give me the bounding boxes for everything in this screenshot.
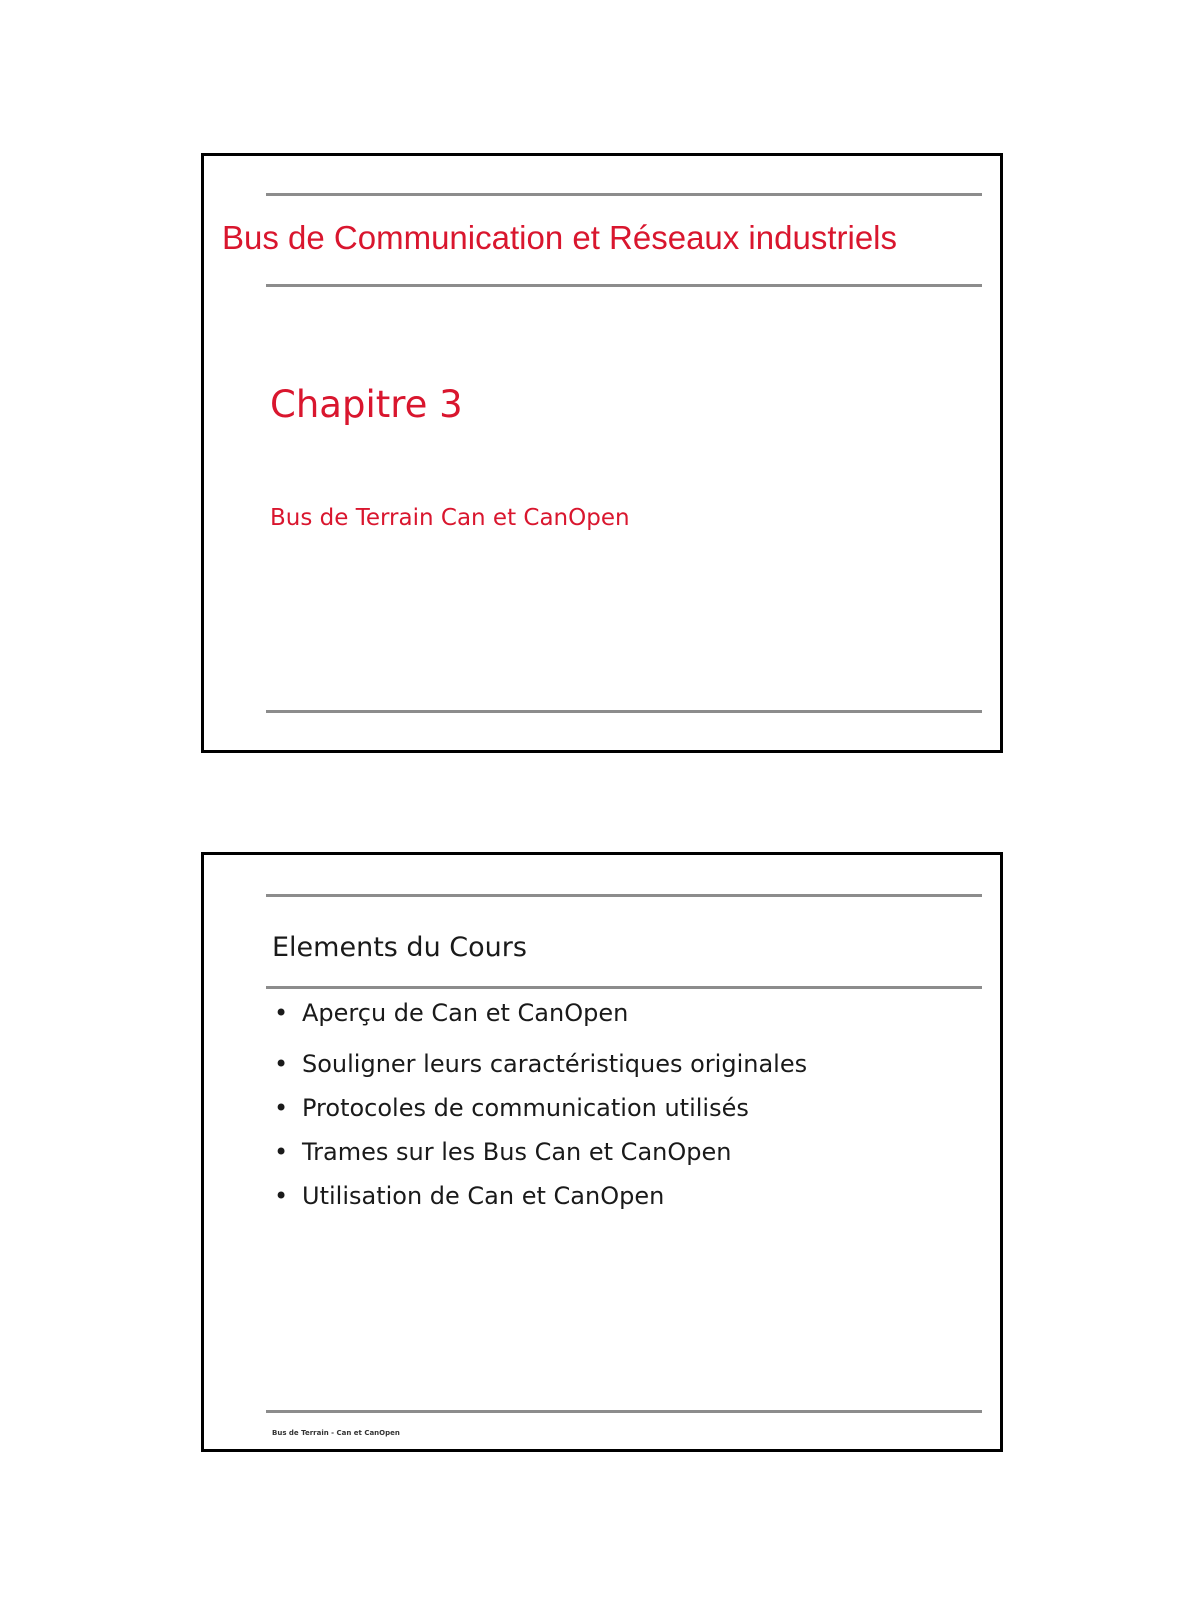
bullet-text: Aperçu de Can et CanOpen — [302, 999, 629, 1027]
top-rule — [266, 193, 982, 196]
list-item — [268, 1048, 807, 1092]
slide-outline — [201, 852, 1003, 1452]
slide-title — [201, 153, 1003, 753]
bottom-rule — [266, 1410, 982, 1413]
slide-footer: Bus de Terrain - Can et CanOpen — [272, 1429, 400, 1437]
bullet-text: Protocoles de communication utilisés — [302, 1094, 749, 1122]
title-bottom-rule — [266, 986, 982, 989]
bullet-icon: • — [274, 1050, 289, 1078]
section-title: Elements du Cours — [272, 932, 527, 963]
list-item — [268, 997, 807, 1041]
course-title: Bus de Communication et Réseaux industriels — [222, 219, 898, 256]
top-rule — [266, 894, 982, 897]
bullet-icon: • — [274, 999, 289, 1027]
bullet-icon: • — [274, 1182, 289, 1210]
bottom-rule — [266, 710, 982, 713]
bullet-text: Trames sur les Bus Can et CanOpen — [302, 1138, 732, 1166]
chapter-title: Chapitre 3 — [270, 383, 463, 426]
header-bottom-rule — [266, 284, 982, 287]
chapter-subtitle: Bus de Terrain Can et CanOpen — [270, 505, 630, 531]
bullet-list — [268, 997, 807, 1217]
bullet-text: Souligner leurs caractéristiques originales — [302, 1050, 808, 1078]
list-item — [268, 1136, 807, 1180]
list-item — [268, 1092, 807, 1136]
bullet-icon: • — [274, 1094, 289, 1122]
bullet-text: Utilisation de Can et CanOpen — [302, 1182, 665, 1210]
bullet-icon: • — [274, 1138, 289, 1166]
list-item — [268, 1180, 807, 1224]
